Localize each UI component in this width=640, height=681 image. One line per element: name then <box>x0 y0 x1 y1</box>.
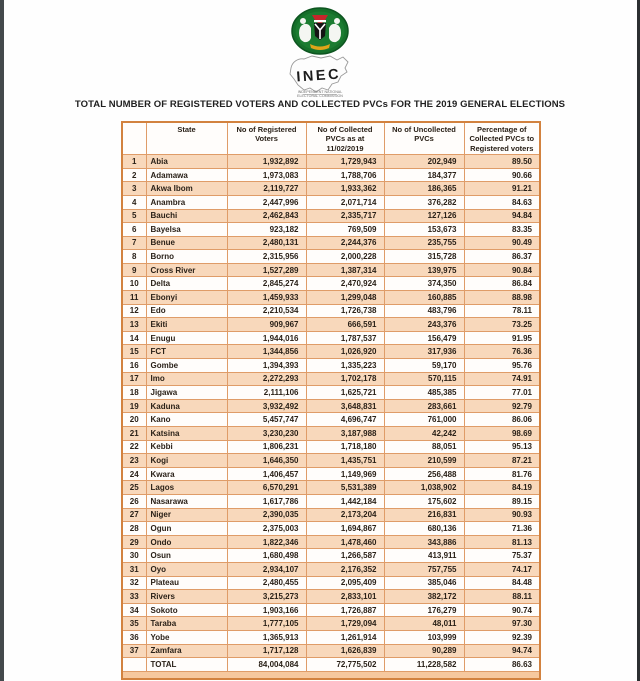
row-number: 17 <box>122 372 146 386</box>
collected-pvcs: 1,787,537 <box>306 331 384 345</box>
row-number: 36 <box>122 630 146 644</box>
table-row <box>122 617 540 631</box>
state-name: Delta <box>146 277 227 291</box>
row-number: 16 <box>122 359 146 373</box>
table-row <box>122 549 540 563</box>
uncollected-pvcs: 210,599 <box>384 454 464 468</box>
table-row <box>122 223 540 237</box>
eagle-band <box>314 20 326 22</box>
table-row <box>122 644 540 658</box>
pct-collected: 75.37 <box>464 549 540 563</box>
state-name: Adamawa <box>146 168 227 182</box>
row-number: 34 <box>122 603 146 617</box>
uncollected-pvcs: 413,911 <box>384 549 464 563</box>
row-number: 10 <box>122 277 146 291</box>
col-header-state: State <box>146 122 227 155</box>
org-name-line1: INDEPENDENT NATIONAL <box>297 90 343 94</box>
table-row <box>122 386 540 400</box>
right-horse <box>329 24 341 42</box>
table-row <box>122 440 540 454</box>
pct-collected: 92.79 <box>464 399 540 413</box>
uncollected-pvcs: 48,011 <box>384 617 464 631</box>
left-horse <box>299 24 311 42</box>
collected-pvcs: 1,026,920 <box>306 345 384 359</box>
registered-voters: 2,272,293 <box>227 372 306 386</box>
registered-voters: 1,406,457 <box>227 467 306 481</box>
row-number: 26 <box>122 494 146 508</box>
pct-collected: 90.84 <box>464 263 540 277</box>
row-number: 5 <box>122 209 146 223</box>
table-row <box>122 250 540 264</box>
state-name: Plateau <box>146 576 227 590</box>
collected-pvcs: 1,478,460 <box>306 535 384 549</box>
table-row <box>122 359 540 373</box>
row-number: 24 <box>122 467 146 481</box>
uncollected-pvcs: 761,000 <box>384 413 464 427</box>
uncollected-pvcs: 127,126 <box>384 209 464 223</box>
collected-pvcs: 2,244,376 <box>306 236 384 250</box>
col-header-percentage: Percentage of Collected PVCs to Registered voters <box>464 122 540 155</box>
collected-pvcs: 1,626,839 <box>306 644 384 658</box>
pct-collected: 91.95 <box>464 331 540 345</box>
registered-voters: 1,777,105 <box>227 617 306 631</box>
uncollected-pvcs: 153,673 <box>384 223 464 237</box>
state-name: Zamfara <box>146 644 227 658</box>
uncollected-pvcs: 315,728 <box>384 250 464 264</box>
uncollected-pvcs: 680,136 <box>384 522 464 536</box>
uncollected-pvcs: 235,755 <box>384 236 464 250</box>
pct-collected: 84.19 <box>464 481 540 495</box>
uncollected-pvcs: 160,885 <box>384 291 464 305</box>
uncollected-pvcs: 283,661 <box>384 399 464 413</box>
state-name: Niger <box>146 508 227 522</box>
col-header-uncollected: No of Uncollected PVCs <box>384 122 464 155</box>
table-row <box>122 494 540 508</box>
collected-pvcs: 1,718,180 <box>306 440 384 454</box>
uncollected-pvcs: 176,279 <box>384 603 464 617</box>
registered-voters: 1,903,166 <box>227 603 306 617</box>
table-body <box>122 155 540 680</box>
registered-voters: 1,365,913 <box>227 630 306 644</box>
state-name: Nasarawa <box>146 494 227 508</box>
state-name: Sokoto <box>146 603 227 617</box>
right-horse-head <box>334 18 340 24</box>
table-row <box>122 263 540 277</box>
state-name: Imo <box>146 372 227 386</box>
row-number: 1 <box>122 155 146 169</box>
state-name: Borno <box>146 250 227 264</box>
pct-collected: 87.21 <box>464 454 540 468</box>
collected-pvcs: 1,149,969 <box>306 467 384 481</box>
collected-pvcs: 1,729,943 <box>306 155 384 169</box>
uncollected-pvcs: 1,038,902 <box>384 481 464 495</box>
table-row <box>122 304 540 318</box>
state-name: Enugu <box>146 331 227 345</box>
pct-collected: 88.98 <box>464 291 540 305</box>
collected-pvcs: 1,261,914 <box>306 630 384 644</box>
collected-pvcs: 2,176,352 <box>306 562 384 576</box>
pct-collected: 90.49 <box>464 236 540 250</box>
row-number: 33 <box>122 590 146 604</box>
uncollected-pvcs: 376,282 <box>384 195 464 209</box>
total-row <box>122 658 540 672</box>
pct-collected: 86.37 <box>464 250 540 264</box>
left-horse-head <box>300 18 306 24</box>
collected-pvcs: 1,788,706 <box>306 168 384 182</box>
pct-collected: 90.93 <box>464 508 540 522</box>
collected-pvcs: 2,833,101 <box>306 590 384 604</box>
uncollected-pvcs: 256,488 <box>384 467 464 481</box>
pct-collected: 89.15 <box>464 494 540 508</box>
collected-pvcs: 1,335,223 <box>306 359 384 373</box>
state-name: TOTAL <box>146 658 227 672</box>
state-name: Ogun <box>146 522 227 536</box>
state-name: Benue <box>146 236 227 250</box>
registered-voters: 1,717,128 <box>227 644 306 658</box>
inec-logo-graphic <box>277 4 363 98</box>
table-row <box>122 535 540 549</box>
state-name: Akwa Ibom <box>146 182 227 196</box>
registered-voters: 1,944,016 <box>227 331 306 345</box>
inec-logo <box>277 4 363 103</box>
registered-voters: 1,527,289 <box>227 263 306 277</box>
pct-collected: 90.74 <box>464 603 540 617</box>
pct-collected: 74.91 <box>464 372 540 386</box>
registered-voters: 6,570,291 <box>227 481 306 495</box>
state-name: Cross River <box>146 263 227 277</box>
pct-collected: 73.25 <box>464 318 540 332</box>
registered-voters: 2,462,843 <box>227 209 306 223</box>
state-name: Kogi <box>146 454 227 468</box>
collected-pvcs: 1,694,867 <box>306 522 384 536</box>
table-row <box>122 413 540 427</box>
registered-voters: 2,119,727 <box>227 182 306 196</box>
table-row <box>122 562 540 576</box>
uncollected-pvcs: 88,051 <box>384 440 464 454</box>
registered-voters: 2,111,106 <box>227 386 306 400</box>
collected-pvcs: 1,702,178 <box>306 372 384 386</box>
state-name: Ebonyi <box>146 291 227 305</box>
pct-collected: 86.84 <box>464 277 540 291</box>
registered-voters: 1,646,350 <box>227 454 306 468</box>
collected-pvcs: 1,729,094 <box>306 617 384 631</box>
org-name-line2: ELECTORAL COMMISSION <box>297 94 343 98</box>
table-row <box>122 345 540 359</box>
pvc-table <box>121 121 541 680</box>
table-row <box>122 155 540 169</box>
registered-voters: 2,934,107 <box>227 562 306 576</box>
row-number: 23 <box>122 454 146 468</box>
inec-acronym: INEC <box>295 66 342 86</box>
row-number: 20 <box>122 413 146 427</box>
row-number: 35 <box>122 617 146 631</box>
pct-collected: 77.01 <box>464 386 540 400</box>
state-name: Bauchi <box>146 209 227 223</box>
table-row <box>122 318 540 332</box>
table-header-row <box>122 122 540 155</box>
table-row <box>122 481 540 495</box>
registered-voters: 1,806,231 <box>227 440 306 454</box>
table-row <box>122 195 540 209</box>
pct-collected: 78.11 <box>464 304 540 318</box>
registered-voters: 1,973,083 <box>227 168 306 182</box>
collected-pvcs: 72,775,502 <box>306 658 384 672</box>
pct-collected: 92.39 <box>464 630 540 644</box>
row-number <box>122 658 146 672</box>
pct-collected: 91.21 <box>464 182 540 196</box>
registered-voters: 1,459,933 <box>227 291 306 305</box>
row-number: 37 <box>122 644 146 658</box>
collected-pvcs: 1,387,314 <box>306 263 384 277</box>
state-name: Rivers <box>146 590 227 604</box>
row-number: 6 <box>122 223 146 237</box>
row-number: 29 <box>122 535 146 549</box>
table-row <box>122 236 540 250</box>
uncollected-pvcs: 382,172 <box>384 590 464 604</box>
state-name: Kebbi <box>146 440 227 454</box>
pct-collected: 95.76 <box>464 359 540 373</box>
collected-pvcs: 1,299,048 <box>306 291 384 305</box>
row-number: 14 <box>122 331 146 345</box>
row-number: 9 <box>122 263 146 277</box>
collected-pvcs: 769,509 <box>306 223 384 237</box>
collected-pvcs: 2,000,228 <box>306 250 384 264</box>
registered-voters: 909,967 <box>227 318 306 332</box>
row-number: 18 <box>122 386 146 400</box>
pct-collected: 76.36 <box>464 345 540 359</box>
uncollected-pvcs: 343,886 <box>384 535 464 549</box>
state-name: Yobe <box>146 630 227 644</box>
uncollected-pvcs: 175,602 <box>384 494 464 508</box>
uncollected-pvcs: 90,289 <box>384 644 464 658</box>
collected-pvcs: 1,933,362 <box>306 182 384 196</box>
row-number: 32 <box>122 576 146 590</box>
uncollected-pvcs: 757,755 <box>384 562 464 576</box>
collected-pvcs: 2,173,204 <box>306 508 384 522</box>
state-name: Ondo <box>146 535 227 549</box>
uncollected-pvcs: 202,949 <box>384 155 464 169</box>
pct-collected: 86.63 <box>464 658 540 672</box>
state-name: Kwara <box>146 467 227 481</box>
registered-voters: 1,932,892 <box>227 155 306 169</box>
table-row <box>122 291 540 305</box>
row-number: 8 <box>122 250 146 264</box>
pct-collected: 94.74 <box>464 644 540 658</box>
registered-voters: 2,210,534 <box>227 304 306 318</box>
pct-collected: 83.35 <box>464 223 540 237</box>
collected-pvcs: 4,696,747 <box>306 413 384 427</box>
table-row <box>122 467 540 481</box>
table-row <box>122 576 540 590</box>
collected-pvcs: 1,435,751 <box>306 454 384 468</box>
uncollected-pvcs: 374,350 <box>384 277 464 291</box>
collected-pvcs: 3,648,831 <box>306 399 384 413</box>
table-row <box>122 522 540 536</box>
collected-pvcs: 2,071,714 <box>306 195 384 209</box>
uncollected-pvcs: 184,377 <box>384 168 464 182</box>
uncollected-pvcs: 11,228,582 <box>384 658 464 672</box>
registered-voters: 3,932,492 <box>227 399 306 413</box>
table-row <box>122 508 540 522</box>
registered-voters: 1,680,498 <box>227 549 306 563</box>
uncollected-pvcs: 42,242 <box>384 427 464 441</box>
page-title: TOTAL NUMBER OF REGISTERED VOTERS AND COLLECTED PVCs FOR THE 2019 GENERAL ELECTIONS <box>74 99 566 110</box>
collected-pvcs: 5,531,389 <box>306 481 384 495</box>
row-number: 13 <box>122 318 146 332</box>
table-row <box>122 372 540 386</box>
table-row <box>122 331 540 345</box>
pct-collected: 81.76 <box>464 467 540 481</box>
state-name: Anambra <box>146 195 227 209</box>
table-row <box>122 277 540 291</box>
collected-pvcs: 2,095,409 <box>306 576 384 590</box>
table-row <box>122 209 540 223</box>
state-name: Edo <box>146 304 227 318</box>
row-number: 3 <box>122 182 146 196</box>
pct-collected: 95.13 <box>464 440 540 454</box>
col-header-index <box>122 122 146 155</box>
registered-voters: 2,447,996 <box>227 195 306 209</box>
state-name: Oyo <box>146 562 227 576</box>
state-name: Abia <box>146 155 227 169</box>
registered-voters: 1,394,393 <box>227 359 306 373</box>
uncollected-pvcs: 570,115 <box>384 372 464 386</box>
registered-voters: 2,315,956 <box>227 250 306 264</box>
registered-voters: 2,845,274 <box>227 277 306 291</box>
col-header-registered: No of Registered Voters <box>227 122 306 155</box>
table-bottom-strip-cell <box>122 671 540 679</box>
pct-collected: 97.30 <box>464 617 540 631</box>
registered-voters: 2,375,003 <box>227 522 306 536</box>
row-number: 30 <box>122 549 146 563</box>
row-number: 22 <box>122 440 146 454</box>
pct-collected: 84.63 <box>464 195 540 209</box>
collected-pvcs: 3,187,988 <box>306 427 384 441</box>
row-number: 11 <box>122 291 146 305</box>
row-number: 7 <box>122 236 146 250</box>
collected-pvcs: 1,266,587 <box>306 549 384 563</box>
pct-collected: 98.69 <box>464 427 540 441</box>
uncollected-pvcs: 483,796 <box>384 304 464 318</box>
collected-pvcs: 1,442,184 <box>306 494 384 508</box>
pct-collected: 89.50 <box>464 155 540 169</box>
uncollected-pvcs: 385,046 <box>384 576 464 590</box>
pct-collected: 71.36 <box>464 522 540 536</box>
registered-voters: 2,480,131 <box>227 236 306 250</box>
pct-collected: 86.06 <box>464 413 540 427</box>
uncollected-pvcs: 156,479 <box>384 331 464 345</box>
registered-voters: 1,617,786 <box>227 494 306 508</box>
table-row <box>122 590 540 604</box>
state-name: FCT <box>146 345 227 359</box>
uncollected-pvcs: 59,170 <box>384 359 464 373</box>
state-name: Jigawa <box>146 386 227 400</box>
state-name: Gombe <box>146 359 227 373</box>
registered-voters: 2,480,455 <box>227 576 306 590</box>
row-number: 4 <box>122 195 146 209</box>
uncollected-pvcs: 103,999 <box>384 630 464 644</box>
pct-collected: 84.48 <box>464 576 540 590</box>
state-name: Ekiti <box>146 318 227 332</box>
row-number: 28 <box>122 522 146 536</box>
registered-voters: 84,004,084 <box>227 658 306 672</box>
state-name: Kano <box>146 413 227 427</box>
row-number: 12 <box>122 304 146 318</box>
pct-collected: 90.66 <box>464 168 540 182</box>
uncollected-pvcs: 186,365 <box>384 182 464 196</box>
state-name: Lagos <box>146 481 227 495</box>
registered-voters: 5,457,747 <box>227 413 306 427</box>
table-row <box>122 399 540 413</box>
row-number: 31 <box>122 562 146 576</box>
registered-voters: 3,215,273 <box>227 590 306 604</box>
registered-voters: 1,822,346 <box>227 535 306 549</box>
collected-pvcs: 1,726,887 <box>306 603 384 617</box>
table-row <box>122 603 540 617</box>
pct-collected: 74.17 <box>464 562 540 576</box>
registered-voters: 2,390,035 <box>227 508 306 522</box>
row-number: 21 <box>122 427 146 441</box>
registered-voters: 923,182 <box>227 223 306 237</box>
row-number: 27 <box>122 508 146 522</box>
state-name: Osun <box>146 549 227 563</box>
uncollected-pvcs: 485,385 <box>384 386 464 400</box>
collected-pvcs: 2,335,717 <box>306 209 384 223</box>
uncollected-pvcs: 216,831 <box>384 508 464 522</box>
table-row <box>122 454 540 468</box>
table-row <box>122 168 540 182</box>
state-name: Katsina <box>146 427 227 441</box>
table-row <box>122 182 540 196</box>
row-number: 19 <box>122 399 146 413</box>
uncollected-pvcs: 243,376 <box>384 318 464 332</box>
state-name: Kaduna <box>146 399 227 413</box>
row-number: 25 <box>122 481 146 495</box>
pct-collected: 94.84 <box>464 209 540 223</box>
pct-collected: 88.11 <box>464 590 540 604</box>
collected-pvcs: 1,625,721 <box>306 386 384 400</box>
state-name: Bayelsa <box>146 223 227 237</box>
collected-pvcs: 666,591 <box>306 318 384 332</box>
registered-voters: 1,344,856 <box>227 345 306 359</box>
table-row <box>122 427 540 441</box>
pvc-table-wrapper <box>121 121 541 680</box>
table-bottom-strip <box>122 671 540 679</box>
state-name: Taraba <box>146 617 227 631</box>
registered-voters: 3,230,230 <box>227 427 306 441</box>
uncollected-pvcs: 139,975 <box>384 263 464 277</box>
uncollected-pvcs: 317,936 <box>384 345 464 359</box>
table-row <box>122 630 540 644</box>
collected-pvcs: 1,726,738 <box>306 304 384 318</box>
row-number: 15 <box>122 345 146 359</box>
col-header-collected: No of Collected PVCs as at 11/02/2019 <box>306 122 384 155</box>
row-number: 2 <box>122 168 146 182</box>
collected-pvcs: 2,470,924 <box>306 277 384 291</box>
pct-collected: 81.13 <box>464 535 540 549</box>
